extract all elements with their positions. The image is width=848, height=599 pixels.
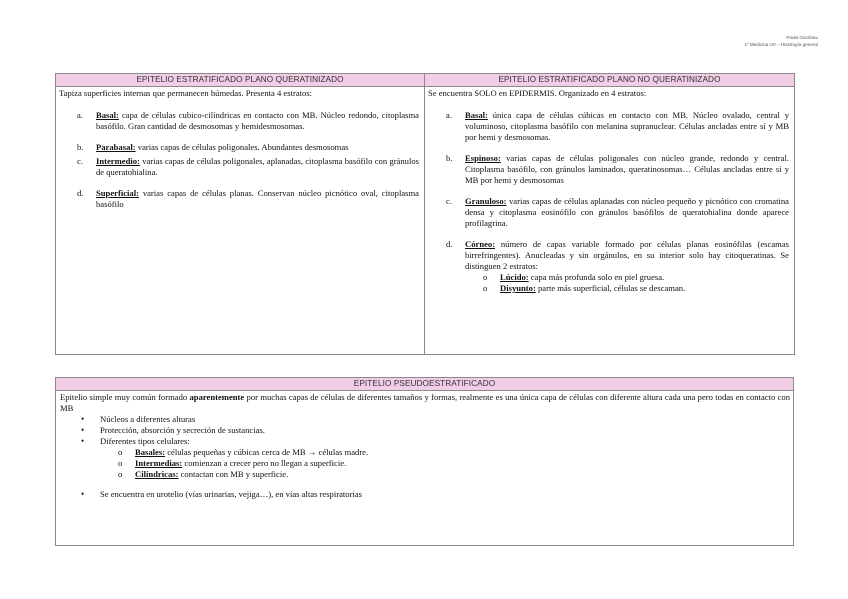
strata-description: varias capas de células aplanadas con núcleo pequeño y picnótico con cromatina densa y citoplasma eosinófilo con gránulos basófilos de queratohialina donde aparece profilagrina. (465, 196, 789, 228)
strata-term: Granuloso: (465, 196, 507, 206)
cell-type-term: Basales: (135, 447, 166, 457)
list-item (60, 425, 790, 436)
sublayer-description: parte más superficial, células se descaman. (535, 283, 686, 293)
strata-term: Espinoso: (465, 153, 501, 163)
keratinized-strata-list (56, 110, 424, 210)
bullet-icon: • (81, 489, 85, 499)
bullet-text: Protección, absorción y secreción de sustancias. (100, 425, 265, 435)
sub-bullet-icon: o (483, 272, 488, 282)
sub-bullet-icon: o (118, 458, 123, 468)
pseudostratified-intro (60, 392, 790, 414)
sub-bullet-icon: o (118, 469, 123, 479)
cell-types-wrapper (60, 447, 790, 480)
sublayer-description: capa más profunda solo en piel gruesa. (528, 272, 665, 282)
cell-type-term: Cilíndricas: (135, 469, 179, 479)
keratinized-content (56, 87, 425, 355)
bullet-icon: • (81, 414, 85, 424)
cell-type-description: células pequeñas y cúbicas cerca de MB → células madre. (165, 447, 369, 457)
list-item (60, 489, 790, 500)
bullet-icon: • (81, 436, 85, 446)
strata-description: varias capas de células planas. Conservan núcleo picnótico oval, citoplasma basófilo (96, 188, 419, 209)
list-marker: c. (446, 196, 452, 206)
sublayer-term: Lúcido: (500, 272, 529, 282)
cell-type-description: comienzan a crecer pero no llegan a superficie. (182, 458, 347, 468)
list-marker: d. (446, 239, 453, 249)
strata-term: Parabasal: (96, 142, 136, 152)
list-item (425, 110, 794, 143)
course-name: 1º Medicina UV – Histología general (744, 42, 818, 47)
bullet-text: Se encuentra en urotelio (vías urinarias, vejiga…), en vías altas respiratorias (100, 489, 363, 499)
non-keratinized-intro: Se encuentra SOLO en EPIDERMIS. Organizado en 4 estratos: (428, 88, 647, 98)
strata-description: varias capas de células poligonales, aplanadas, citoplasma basófilo con gránulos de queratohialina. (96, 156, 419, 177)
list-item (60, 414, 790, 425)
sublayer-term: Disyunto: (500, 283, 536, 293)
list-marker: d. (77, 188, 84, 198)
list-marker: a. (77, 110, 83, 120)
cell-type-term: Intermedias: (135, 458, 183, 468)
list-marker: b. (446, 153, 453, 163)
list-marker: c. (77, 156, 83, 166)
list-item (425, 196, 794, 229)
strata-term: Superficial: (96, 188, 139, 198)
intro-emphasis: aparentemente (189, 392, 245, 402)
author-name: Paula Giumbau (786, 35, 818, 40)
list-marker: b. (77, 142, 84, 152)
location-bullet (60, 489, 790, 500)
sub-bullet-icon: o (118, 447, 123, 457)
strata-description: varias capas de células poligonales con núcleo grande, redondo y central. Citoplasma basófilo, con gránulos laminados, queratinosomas… Células ancladas entre sí y MB por hemi y desmosomas (465, 153, 789, 185)
page-header (744, 34, 818, 48)
bullet-text: Diferentes tipos celulares: (100, 436, 190, 446)
list-item (56, 188, 424, 210)
non-keratinized-strata-list (425, 110, 794, 294)
strata-description: capa de células cubico-cilíndricas en contacto con MB. Núcleo redondo, citoplasma basófilo. Gran cantidad de desmosomas y hemidesmosomas. (96, 110, 419, 131)
keratinized-title: EPITELIO ESTRATIFICADO PLANO QUERATINIZADO (56, 74, 425, 87)
strata-term: Basal: (96, 110, 119, 120)
intro-text: Epitelio simple muy común formado (60, 392, 190, 402)
pseudostratified-title: EPITELIO PSEUDOESTRATIFICADO (56, 378, 794, 391)
strata-term: Intermedio: (96, 156, 140, 166)
list-marker: a. (446, 110, 452, 120)
strata-term: Córneo: (465, 239, 496, 249)
list-item (60, 469, 790, 480)
corneum-sublayers (465, 272, 789, 294)
intro-text: por muchas capas de células de diferentes tamaños y formas, realmente es una única capa de células con diferente altura cada una pero todas en contacto con MB (60, 392, 790, 413)
list-item (56, 156, 424, 178)
list-item (56, 110, 424, 132)
non-keratinized-content (425, 87, 795, 355)
bullet-text: Núcleos a diferentes alturas (100, 414, 196, 424)
stratified-epithelium-table (55, 73, 795, 355)
bullet-icon: • (81, 425, 85, 435)
keratinized-intro: Tapiza superficies internas que permanecen húmedas. Presenta 4 estratos: (59, 88, 313, 98)
list-item (60, 447, 790, 480)
cell-type-description: contactan con MB y superficie. (178, 469, 289, 479)
strata-term: Basal: (465, 110, 488, 120)
list-item (60, 436, 790, 447)
list-item (425, 239, 794, 294)
list-item (56, 142, 424, 153)
pseudostratified-content (56, 391, 794, 546)
pseudostratified-bullets (60, 414, 790, 447)
list-item (465, 283, 789, 294)
pseudostratified-epithelium-table (55, 377, 794, 546)
list-item (60, 458, 790, 469)
sub-bullet-icon: o (483, 283, 488, 293)
non-keratinized-title: EPITELIO ESTRATIFICADO PLANO NO QUERATINIZADO (425, 74, 795, 87)
list-item (465, 272, 789, 283)
list-item (60, 447, 790, 458)
strata-description: única capa de células cúbicas en contacto con MB. Núcleo ovalado, central y voluminoso, citoplasma basófilo con melanina supranuclear. Células ancladas entre sí y MB por hemi y desmosomas. (465, 110, 789, 142)
cell-types-list (60, 447, 790, 480)
strata-description: varias capas de células poligonales. Abundantes desmosomas (135, 142, 349, 152)
list-item (425, 153, 794, 186)
strata-description: número de capas variable formado por células planas eosinófilas (escamas birrefringentes). Anucleadas y sin orgánulos, en su interior solo hay citoqueratinas. Se distinguen 2 estratos: (465, 239, 789, 271)
